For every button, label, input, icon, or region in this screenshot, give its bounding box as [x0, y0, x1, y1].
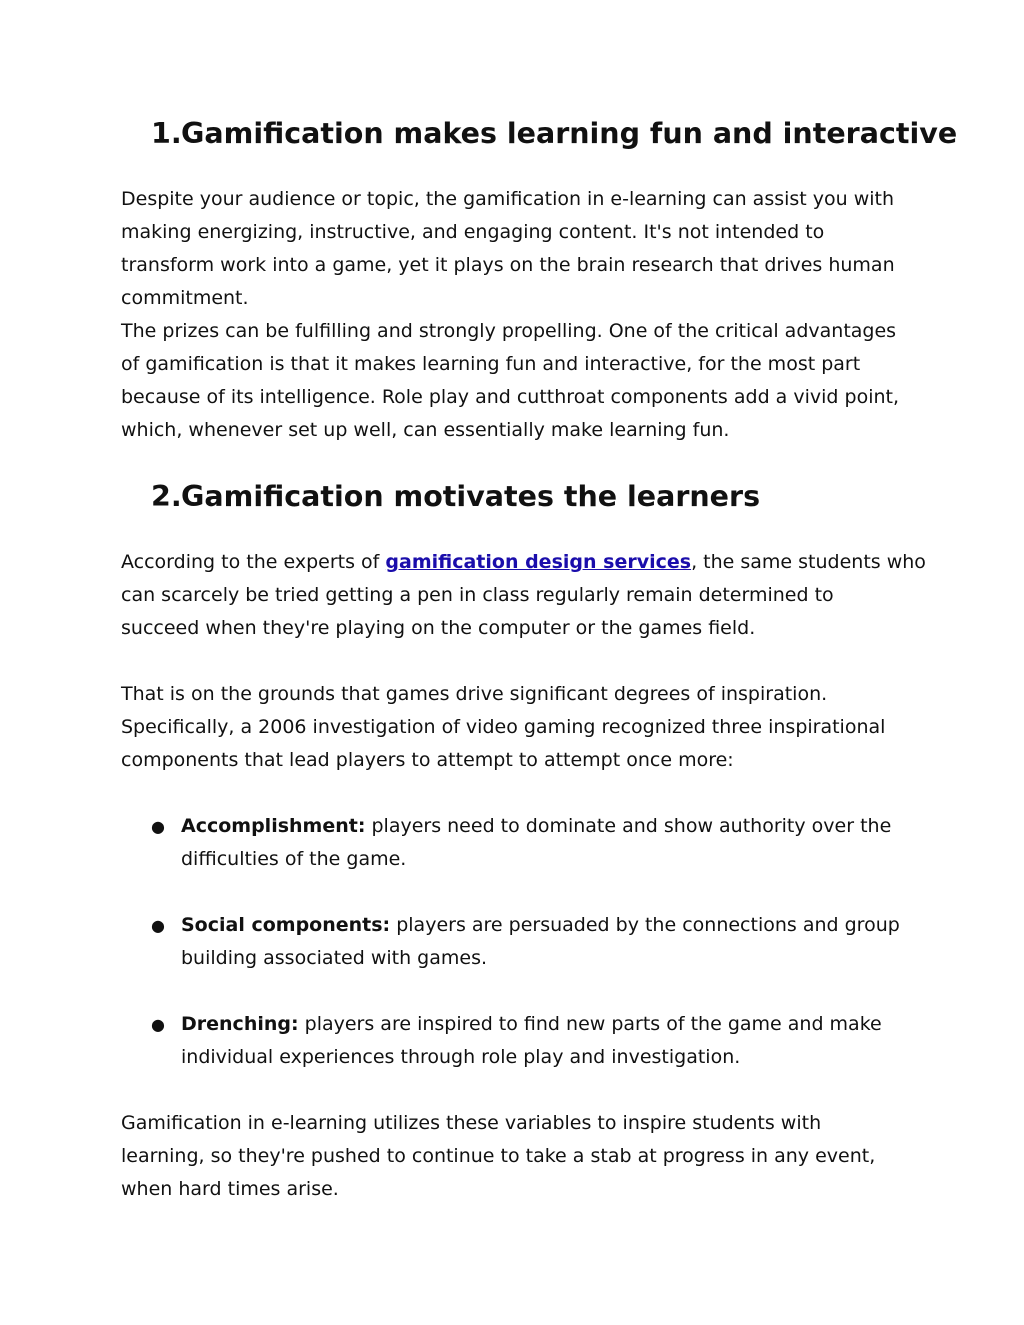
closing-paragraph: [121, 1107, 901, 1206]
section-2-heading: [121, 480, 901, 513]
text-line: when hard times arise.: [121, 1178, 339, 1200]
text-line: The prizes can be fulfilling and strongly propelling. One of the critical advantages: [121, 320, 897, 342]
text-line: [181, 1008, 901, 1041]
section-1-paragraph-2: [121, 315, 901, 447]
bullet-text: players need to dominate and show authority over the: [365, 815, 892, 837]
bullet-term: Accomplishment:: [181, 815, 366, 837]
text-line: succeed when they're playing on the computer or the games field.: [121, 617, 756, 639]
bullet-item-social-components: [121, 909, 901, 975]
document-page: [121, 117, 958, 1206]
bullet-term: Social components:: [181, 914, 391, 936]
text-line: of gamification is that it makes learning fun and interactive, for the most part: [121, 353, 861, 375]
text-line: can scarcely be tried getting a pen in class regularly remain determined to: [121, 584, 834, 606]
text-line: components that lead players to attempt to attempt once more:: [121, 749, 734, 771]
text-line: building associated with games.: [181, 947, 488, 969]
section-2-paragraph-1: [121, 546, 926, 645]
text-line: transform work into a game, yet it plays on the brain research that drives human: [121, 254, 895, 276]
bullet-dot-icon: ●: [151, 817, 165, 836]
text-line: learning, so they're pushed to continue to take a stab at progress in any event,: [121, 1145, 876, 1167]
text-line: individual experiences through role play and investigation.: [181, 1046, 741, 1068]
section-1-heading: [121, 117, 958, 150]
bullet-dot-icon: ●: [151, 1015, 165, 1034]
bullet-item-drenching: [121, 1008, 901, 1074]
bullet-item-accomplishment: [121, 810, 901, 876]
text-line: Despite your audience or topic, the gamification in e-learning can assist you with: [121, 188, 895, 210]
section-1-number: 1.: [151, 117, 182, 150]
bullet-term: Drenching:: [181, 1013, 299, 1035]
text-line: Specifically, a 2006 investigation of video gaming recognized three inspirational: [121, 716, 886, 738]
section-2-paragraph-2: [121, 678, 901, 777]
text-line: making energizing, instructive, and engaging content. It's not intended to: [121, 221, 825, 243]
section-2-title: Gamification motivates the learners: [181, 480, 761, 513]
bullet-dot-icon: ●: [151, 916, 165, 935]
text-line: difficulties of the game.: [181, 848, 407, 870]
text-line: commitment.: [121, 287, 249, 309]
gamification-design-services-link[interactable]: gamification design services: [385, 551, 692, 573]
section-1-title: Gamification makes learning fun and interactive: [181, 117, 958, 150]
text-line: because of its intelligence. Role play and cutthroat components add a vivid point,: [121, 386, 899, 408]
section-1-paragraph-1: [121, 183, 901, 315]
text-fragment: , the same students who: [691, 551, 926, 573]
text-line: Gamification in e-learning utilizes these variables to inspire students with: [121, 1112, 822, 1134]
text-line: [121, 546, 926, 579]
bullet-list: [121, 810, 901, 1074]
text-line: [181, 810, 901, 843]
bullet-text: players are inspired to find new parts of the game and make: [298, 1013, 882, 1035]
text-fragment: According to the experts of: [121, 551, 386, 573]
bullet-text: players are persuaded by the connections and group: [390, 914, 900, 936]
section-2-number: 2.: [151, 480, 182, 513]
text-line: That is on the grounds that games drive significant degrees of inspiration.: [121, 683, 828, 705]
text-line: which, whenever set up well, can essentially make learning fun.: [121, 419, 730, 441]
text-line: [181, 909, 901, 942]
